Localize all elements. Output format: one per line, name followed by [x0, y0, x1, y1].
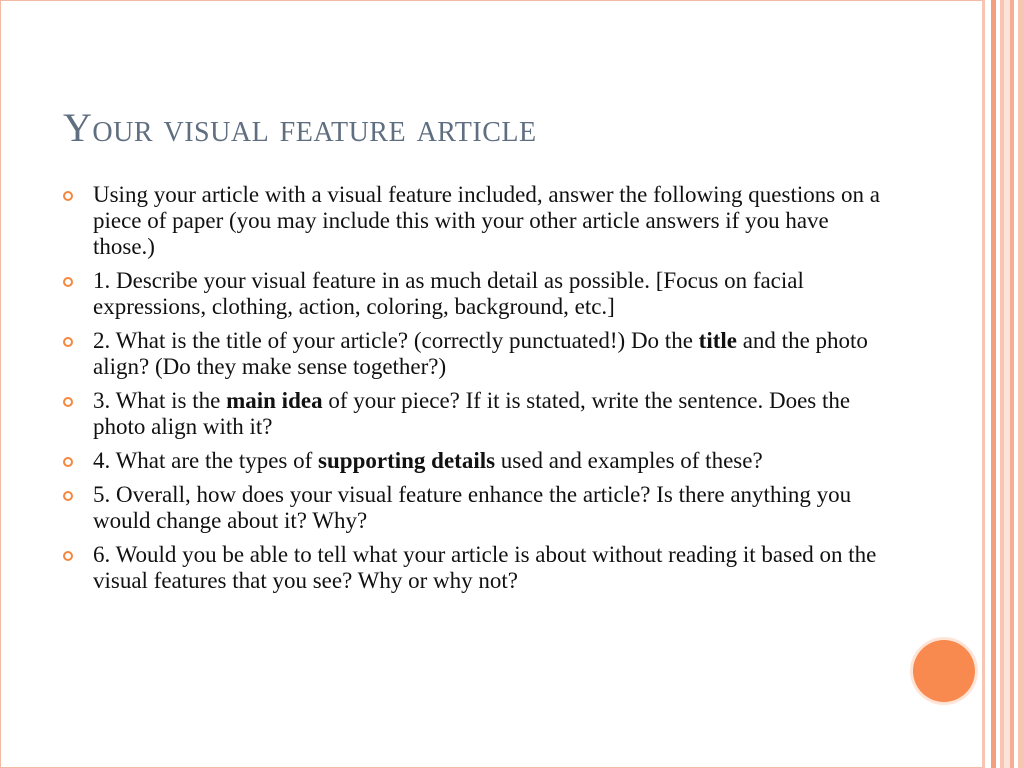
bullet-item [62, 268, 882, 320]
bullet-item [62, 328, 882, 380]
bullet-item [62, 388, 882, 440]
bullet-text: Using your article with a visual feature included, answer the following questions on a piece of paper (you may include this with your other article answers if you have those.) [93, 182, 880, 259]
bullet-item [62, 482, 882, 534]
slide-title: Your visual feature article [63, 105, 537, 150]
bullet-text: 2. What is the title of your article? (correctly punctuated!) Do the [93, 328, 699, 353]
bullet-text: 6. Would you be able to tell what your article is about without reading it based on the visual features that you see? Why or why not? [93, 542, 877, 593]
bullet-text: 4. What are the types of [93, 448, 319, 473]
bullet-circle-icon [63, 397, 73, 407]
bullet-item [62, 448, 882, 474]
decorative-side-stripes [982, 0, 1024, 768]
bullet-bold-text: main idea [226, 388, 323, 413]
bullet-list [62, 182, 882, 602]
bullet-text-end: of your piece? If it is stated, write the sentence. Does the photo align with it? [93, 388, 851, 439]
bullet-circle-icon [63, 551, 73, 561]
bullet-circle-icon [63, 277, 73, 287]
bullet-circle-icon [63, 491, 73, 501]
decorative-orange-circle [913, 640, 975, 702]
bullet-text: 3. What is the [93, 388, 227, 413]
bullet-circle-icon [63, 337, 73, 347]
bullet-bold-text: supporting details [318, 448, 496, 473]
bullet-text-end: used and examples of these? [495, 448, 763, 473]
bullet-item [62, 542, 882, 594]
bullet-text-end: and the photo align? (Do they make sense together?) [93, 328, 868, 379]
bullet-bold-text: title [698, 328, 737, 353]
bullet-text: 5. Overall, how does your visual feature enhance the article? Is there anything you would change about it? Why? [93, 482, 852, 533]
bullet-item [62, 182, 882, 260]
bullet-text: 1. Describe your visual feature in as much detail as possible. [Focus on facial expressions, clothing, action, coloring, background, etc.] [93, 268, 804, 319]
bullet-circle-icon [63, 457, 73, 467]
bullet-circle-icon [63, 191, 73, 201]
